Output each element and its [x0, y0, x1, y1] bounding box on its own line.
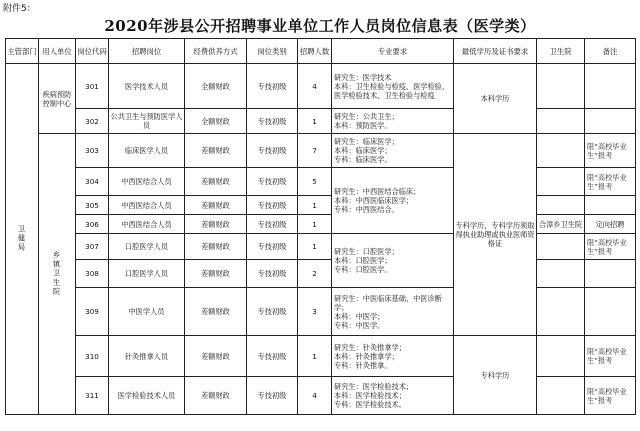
- health-cell: [537, 134, 585, 168]
- dept-name: 卫健局: [17, 225, 27, 253]
- header-unit: 用人单位: [39, 39, 76, 64]
- funding-cell: 差额财政: [185, 377, 247, 415]
- table-row: [6, 377, 636, 415]
- header-funding: 经费供养方式: [185, 39, 247, 64]
- unit-township: 乡镇卫生院: [52, 251, 62, 297]
- category-cell: 专技初级: [247, 168, 298, 196]
- edu-cell: 专科学历: [454, 336, 537, 415]
- edu-cell: 本科学历: [454, 64, 537, 134]
- position-cell: 临床医学人员: [109, 134, 185, 168]
- header-row: [6, 39, 636, 64]
- major-cell: 研究生：临床医学； 本科：临床医学； 专科：临床医学。: [332, 134, 454, 168]
- attachment-label: 附件5：: [3, 4, 36, 14]
- health-cell: [537, 196, 585, 215]
- note-cell: 限“高校毕业生”报考: [585, 234, 636, 260]
- header-health: 卫生院: [537, 39, 585, 64]
- table-row: [6, 288, 636, 336]
- count-cell: 1: [298, 109, 332, 134]
- category-cell: 专技初级: [247, 196, 298, 215]
- note-cell: 限“高校毕业生”报考: [585, 168, 636, 196]
- code-cell: 310: [76, 336, 109, 377]
- position-cell: 公共卫生与预防医学人员: [109, 109, 185, 134]
- major-cell: 研究生：针灸推拿学； 本科：针灸推拿学； 专科：针灸推拿。: [332, 336, 454, 377]
- category-cell: 专技初级: [247, 336, 298, 377]
- funding-cell: 差额财政: [185, 196, 247, 215]
- note-cell: [585, 260, 636, 288]
- category-cell: 专技初级: [247, 288, 298, 336]
- note-cell: 限“高校毕业生”报考: [585, 336, 636, 377]
- count-cell: 7: [298, 134, 332, 168]
- funding-cell: 差额财政: [185, 168, 247, 196]
- position-cell: 中西医结合人员: [109, 168, 185, 196]
- health-cell: [537, 168, 585, 196]
- code-cell: 309: [76, 288, 109, 336]
- note-cell: 定向招聘: [585, 215, 636, 234]
- header-edu: 最低学历及证书要求: [454, 39, 537, 64]
- position-cell: 医学检验技术人员: [109, 377, 185, 415]
- header-category: 岗位类别: [247, 39, 298, 64]
- health-cell: 合漳乡卫生院: [537, 215, 585, 234]
- category-cell: 专技初级: [247, 109, 298, 134]
- category-cell: 专技初级: [247, 134, 298, 168]
- category-cell: 专技初级: [247, 260, 298, 288]
- note-cell: [585, 109, 636, 134]
- health-cell: [537, 234, 585, 260]
- count-cell: 5: [298, 168, 332, 196]
- health-cell: [537, 109, 585, 134]
- funding-cell: 差额财政: [185, 288, 247, 336]
- category-cell: 专技初级: [247, 64, 298, 109]
- table-row: [6, 215, 636, 234]
- code-cell: 307: [76, 234, 109, 260]
- table-row: [6, 109, 636, 134]
- health-cell: [537, 336, 585, 377]
- header-position: 招聘岗位: [109, 39, 185, 64]
- funding-cell: 差额财政: [185, 215, 247, 234]
- position-cell: 针灸推拿人员: [109, 336, 185, 377]
- count-cell: 1: [298, 336, 332, 377]
- health-cell: [537, 377, 585, 415]
- category-cell: 专技初级: [247, 215, 298, 234]
- health-cell: [537, 260, 585, 288]
- table-row: [6, 336, 636, 377]
- note-cell: 限“高校毕业生”报考: [585, 134, 636, 168]
- note-cell: [585, 196, 636, 215]
- major-cell: 研究生：口腔医学； 本科：口腔医学； 专科：口腔医学。: [332, 234, 454, 288]
- count-cell: 1: [298, 234, 332, 260]
- header-count: 招聘人数: [298, 39, 332, 64]
- position-cell: 中医学人员: [109, 288, 185, 336]
- header-dept: 主管部门: [6, 39, 39, 64]
- position-cell: 中西医结合人员: [109, 215, 185, 234]
- health-cell: [537, 64, 585, 109]
- note-cell: [585, 64, 636, 109]
- funding-cell: 全额财政: [185, 109, 247, 134]
- position-cell: 医学技术人员: [109, 64, 185, 109]
- code-cell: 308: [76, 260, 109, 288]
- funding-cell: 差额财政: [185, 336, 247, 377]
- header-major: 专业要求: [332, 39, 454, 64]
- code-cell: 303: [76, 134, 109, 168]
- code-cell: 301: [76, 64, 109, 109]
- health-cell: [537, 288, 585, 336]
- major-cell: 研究生：中西医结合临床； 本科：中西医临床医学； 专科：中西医结合。: [332, 168, 454, 234]
- major-cell: 研究生：医学技术 本科：卫生检验与检疫、医学检验、医学检验技术、卫生检验与检疫: [332, 64, 454, 109]
- table-row: [6, 260, 636, 288]
- position-cell: 口腔医学人员: [109, 234, 185, 260]
- major-cell: 研究生：医学检验技术； 本科：医学检验技术； 专科：医学检验技术。: [332, 377, 454, 415]
- dept-cell: [6, 64, 39, 415]
- position-table: [5, 38, 636, 415]
- count-cell: 3: [298, 288, 332, 336]
- unit-cdc: 疾病预防控制中心: [39, 64, 76, 134]
- funding-cell: 差额财政: [185, 234, 247, 260]
- unit-township-cell: [39, 134, 76, 415]
- funding-cell: 全额财政: [185, 64, 247, 109]
- count-cell: 4: [298, 64, 332, 109]
- page-title: 2020年涉县公开招聘事业单位工作人员岗位信息表（医学类）: [104, 17, 536, 35]
- header-note: 备注: [585, 39, 636, 64]
- count-cell: 4: [298, 377, 332, 415]
- position-cell: 口腔医学人员: [109, 260, 185, 288]
- major-cell: 研究生：中医临床基础、中医诊断学； 本科：中医学； 专科：中医学。: [332, 288, 454, 336]
- count-cell: 1: [298, 215, 332, 234]
- table-row: [6, 234, 636, 260]
- note-cell: 限“高校毕业生”报考: [585, 377, 636, 415]
- code-cell: 302: [76, 109, 109, 134]
- note-cell: [585, 288, 636, 336]
- category-cell: 专技初级: [247, 234, 298, 260]
- edu-cell: 专科学历，专科学历须取得执业助理或执业医师资格证: [454, 134, 537, 336]
- funding-cell: 差额财政: [185, 260, 247, 288]
- funding-cell: 差额财政: [185, 134, 247, 168]
- code-cell: 306: [76, 215, 109, 234]
- count-cell: 1: [298, 196, 332, 215]
- count-cell: 2: [298, 260, 332, 288]
- code-cell: 305: [76, 196, 109, 215]
- table-row: [6, 196, 636, 215]
- table-row: [6, 168, 636, 196]
- table-row: [6, 134, 636, 168]
- major-cell: 研究生：公共卫生； 本科：预防医学。: [332, 109, 454, 134]
- position-cell: 中西医结合人员: [109, 196, 185, 215]
- table-row: [6, 64, 636, 109]
- header-code: 岗位代码: [76, 39, 109, 64]
- category-cell: 专技初级: [247, 377, 298, 415]
- code-cell: 304: [76, 168, 109, 196]
- code-cell: 311: [76, 377, 109, 415]
